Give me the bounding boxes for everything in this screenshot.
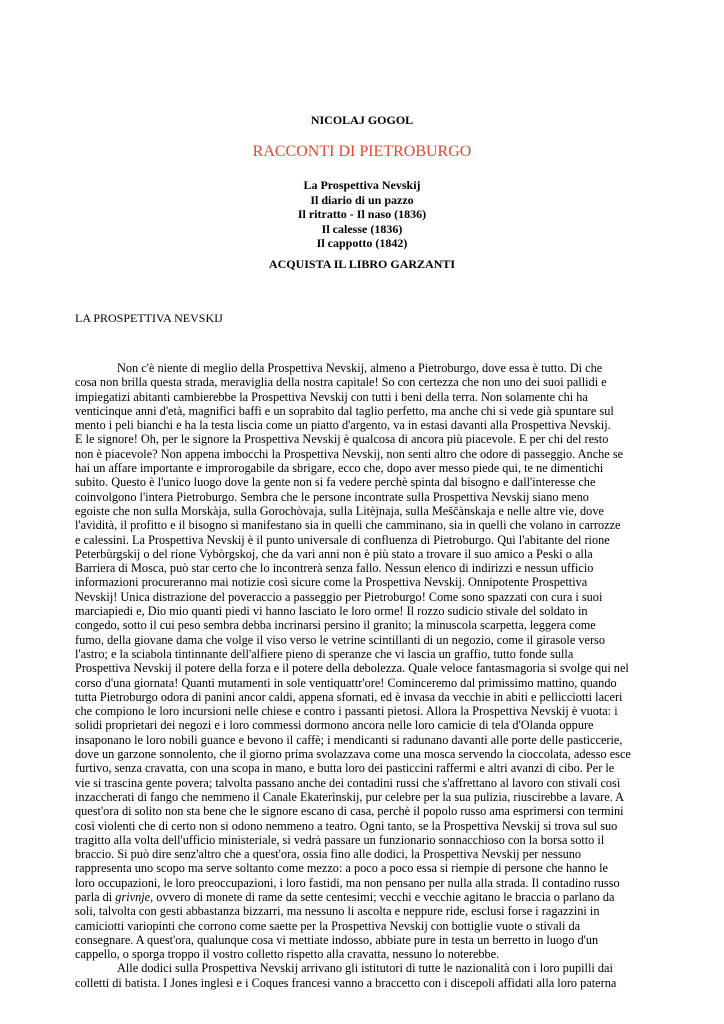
body-line: corso d'una giornata! Quanti mutamenti in sole ventiquattr'ore! Cominceremo dal primissimo mattino, quando <box>75 675 617 690</box>
body-line: camiciotti variopinti che corrono come saette per la Prospettiva Nevskij con bottiglie vuote o stivali da <box>75 918 581 933</box>
body-line: loro occupazioni, le loro preoccupazioni, i loro fastidi, ma non pensano per nulla alla strada. Il contadino russo <box>75 875 620 890</box>
body-line: venticinque anni d'età, magnifici baffi e un soprabito dal taglio perfetto, ma anche chi si vede già spuntare sul <box>75 403 614 418</box>
body-line: Nevskij! Unica distrazione del poveraccio a passeggio per Pietroburgo! Come sono spazzati con cura i suoi <box>75 589 603 604</box>
body-line: così violenti che di certo non si odono nemmeno a teatro. Ogni tanto, se la Prospettiva Nevskij si trova sul suo <box>75 818 618 833</box>
body-line: tutta Pietroburgo odora di panini ancor caldi, appena sfornati, ed è invasa da vecchie in abiti e pelliccìotti laceri <box>75 689 623 704</box>
body-line: l'avidità, il profitto e il bisogno si manifestano sia in quelli che camminano, sia in quelli che volano in carrozze <box>75 518 621 533</box>
body-line: mento i peli bianchi e ha la testa liscia come un piatto d'argento, va in estasi davanti alla Prospettiva Nevskij. <box>75 418 611 433</box>
body-line: che compiono le loro incursioni nelle chiese e contro i passanti pietosi. Allora la Prospettiva Nevskij è vuota: i <box>75 704 618 719</box>
works-list <box>0 178 724 251</box>
body-line: cosa non brilla questa strada, meraviglia della nostra capitale! So con certezza che non uno dei suoi pallidi e <box>75 375 607 390</box>
body-line: braccio. Si può dire senz'altro che a quest'ora, ossia fino alle dodici, la Prospettiva Nevskij per nessuno <box>75 847 582 862</box>
body-line: congedo, sotto il cui peso sembra debba incrinarsi persino il granito; la minuscola scarpetta, leggera come <box>75 618 596 633</box>
body-text <box>75 361 649 990</box>
body-line: consegnare. A quest'ora, qualunque cosa vi mettiate indosso, abbiate pure in testa un berretto in luogo d'un <box>75 932 599 947</box>
body-line: coinvolgono l'intera Pietroburgo. Sembra che le persone incontrate sulla Prospettiva Nevskij siano meno <box>75 489 589 504</box>
body-line: furtivo, senza cravatta, con una scopa in mano, e butta loro dei pasticcini raffermi e altri avanzi di cibo. Per le <box>75 761 615 776</box>
body-line: insaponano le loro nobili guance e bevono il caffè; i mendicanti si radunano davanti alle porte delle pasticcerie, <box>75 732 623 747</box>
body-line: solidi proprietari dei negozi e i loro commessi dormono ancora nelle loro camicie di tela d'Olanda oppure <box>75 718 594 733</box>
body-line: tragitto alla volta dell'ufficio ministeriale, si vedrà passare un funzionario sonnacchioso con la borsa sotto il <box>75 832 605 847</box>
body-line: dove un garzone sonnolento, che il giorno prima svolazzava come una mosca servendo la cioccolata, adesso esce <box>75 747 631 762</box>
body-line: Barriera di Mosca, può star certo che lo incontrerà senza fallo. Nessun elenco di indirizzi e nessun ufficio <box>75 561 594 576</box>
buy-book-link[interactable]: ACQUISTA IL LIBRO GARZANTI <box>268 257 456 271</box>
section-title: LA PROSPETTIVA NEVSKIJ <box>75 311 223 325</box>
body-line: colletti di batista. I Jones inglesi e i Coques francesi vanno a braccetto con i discepoli affidati alla loro paterna <box>75 975 617 990</box>
work-item: Il diario di un pazzo <box>310 192 414 207</box>
body-line: fumo, della giovane dama che volge il viso verso le vetrine scintillanti di un negozio, come il girasole verso <box>75 632 605 647</box>
body-line: marciapiedi e, Dio mio quanti piedi vi hanno lasciato le loro orme! Il rozzo sudicio stivale del soldato in <box>75 604 588 619</box>
body-line: Alle dodici sulla Prospettiva Nevskij arrivano gli istitutori di tutte le nazionalità con i loro pupilli dai <box>117 961 613 976</box>
author-heading: NICOLAJ GOGOL <box>310 113 414 127</box>
work-item: La Prospettiva Nevskij <box>303 178 421 192</box>
body-line: inzaccherati di fango che nemmeno il Canale Ekaterìnskij, pur celebre per la sua pulizia, riuscirebbe a lavare. A <box>75 789 625 804</box>
body-line: parla di grivnje, ovvero di monete di rame da sette centesimi; vecchi e vecchie agitano le braccia o parlano da <box>75 889 615 904</box>
body-line: Prospettiva Nevskij il potere della forza e il potere della debolezza. Quale veloce fantasmagoria si svolge qui nel <box>75 661 629 676</box>
body-line: informazioni procureranno mai notizie così sicure come la Prospettiva Nevskij. Onnipotente Prospettiva <box>75 575 588 590</box>
body-line: l'astro; e la sciabola tintinnante dell'alfiere pieno di speranze che vi lascia un graffio, tutto fonde sulla <box>75 646 574 661</box>
book-title: RACCONTI DI PIETROBURGO <box>252 143 472 160</box>
body-line: e calessini. La Prospettiva Nevskij è il punto universale di confluenza di Pietroburgo. Qui l'abitante del rione <box>75 532 610 547</box>
body-line: quest'ora di solito non sta bene che le signore escano di casa, perchè il popolo russo ama esprimersi con termini <box>75 804 624 819</box>
body-line: egoiste che non sulla Morskàja, sulla Gorochòvaja, sulla Litèjnaja, sulla Meščànskaja e nelle altre vie, dove <box>75 503 604 518</box>
body-line: rappresenta uno scopo ma serve soltanto come mezzo: a poco a poco essa si riempie di persone che hanno le <box>75 861 609 876</box>
body-line: cappello, o sporga troppo il vostro colletto rispetto alla cravatta, nessuno lo noterebbe. <box>75 947 500 962</box>
work-item: Il ritratto - Il naso (1836) <box>297 207 427 222</box>
body-line: Peterbùrgskij o del rione Vybòrgskoj, che da vari anni non è più stato a trovare il suo amico a Peski o alla <box>75 546 593 561</box>
body-line: vie si trascina gente povera; talvolta passano anche dei contadini russi che s'affrettano al lavoro con stivali così <box>75 775 621 790</box>
body-line: Non c'è niente di meglio della Prospettiva Nevskij, almeno a Pietroburgo, dove essa è tutto. Di che <box>117 361 603 375</box>
work-item: Il calesse (1836) <box>321 221 403 236</box>
body-line: hai un affare importante e improrogabile da sbrigare, ecco che, dopo aver messo piede qui, te ne dimentichi <box>75 461 604 476</box>
body-line: soli, talvolta con gesti abbastanza bizzarri, ma nessuno li ascolta e neppure ride, esclusi forse i ragazzini in <box>75 904 600 919</box>
body-line: impiegatizi abitanti cambierebbe la Prospettiva Nevskij con tutti i beni della terra. Non solamente chi ha <box>75 389 588 404</box>
body-line: non è piacevole? Non appena imbocchi la Prospettiva Nevskij, non senti altro che odore di passeggio. Anche se <box>75 446 624 461</box>
body-line: subito. Questo è l'unico luogo dove la gente non si fa vedere perchè spinta dal bisogno e dall'interesse che <box>75 475 596 490</box>
body-line: E le signore! Oh, per le signore la Prospettiva Nevskij è qualcosa di ancora più piacevole. E per chi del resto <box>75 432 609 447</box>
work-item: Il cappotto (1842) <box>316 236 408 251</box>
